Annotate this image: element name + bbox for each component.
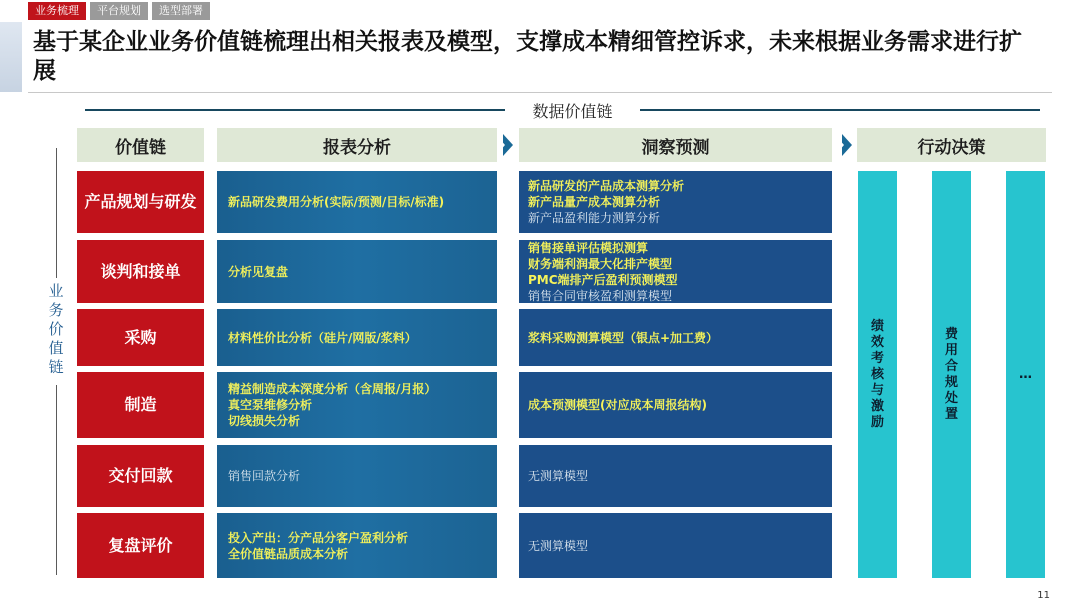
header-action-decision: 行动决策 <box>857 128 1046 162</box>
top-tabs <box>28 2 214 20</box>
row-negotiation <box>0 240 1080 303</box>
row-procurement <box>0 309 1080 366</box>
report-cell: 销售回款分析 <box>217 445 497 507</box>
chevron-right-icon <box>842 134 852 156</box>
header-insight-forecast: 洞察预测 <box>519 128 832 162</box>
report-cell: 精益制造成本深度分析（含周报/月报） 真空泵维修分析 切线损失分析 <box>217 372 497 438</box>
report-cell: 新品研发费用分析(实际/预测/目标/标准) <box>217 171 497 233</box>
report-cell: 分析见复盘 <box>217 240 497 303</box>
report-cell: 投入产出：分产品分客户盈利分析 全价值链品质成本分析 <box>217 513 497 578</box>
stage-label: 产品规划与研发 <box>77 171 204 233</box>
insight-cell: 浆料采购测算模型（银点+加工费） <box>519 309 832 366</box>
page-number: 11 <box>1037 590 1050 601</box>
title-accent-bar <box>0 22 22 92</box>
row-product-planning <box>0 171 1080 233</box>
page-title: 基于某企业业务价值链梳理出相关报表及模型，支撑成本精细管控诉求，未来根据业务需求进行扩展 <box>33 29 1022 84</box>
stage-label: 复盘评价 <box>77 513 204 578</box>
tab-platform-planning[interactable]: 平台规划 <box>90 2 148 20</box>
stage-label: 采购 <box>77 309 204 366</box>
stage-label: 制造 <box>77 372 204 438</box>
title-divider <box>28 92 1052 93</box>
insight-cell: 无测算模型 <box>519 513 832 578</box>
insight-cell: 新品研发的产品成本测算分析 新产品量产成本测算分析 新产品盈利能力测算分析 <box>519 171 832 233</box>
header-value-chain: 价值链 <box>77 128 204 162</box>
action-more: … <box>1006 171 1045 578</box>
header-report-analysis: 报表分析 <box>217 128 497 162</box>
row-manufacturing <box>0 372 1080 438</box>
tab-selection-deployment[interactable]: 选型部署 <box>152 2 210 20</box>
side-label: 业 务 价 值 链 <box>48 282 64 376</box>
stage-label: 交付回款 <box>77 445 204 507</box>
row-delivery-payment <box>0 445 1080 507</box>
section-line-left <box>85 109 505 111</box>
insight-cell: 销售接单评估模拟测算 财务端利润最大化排产模型 PMC端排产后盈利预测模型 销售合同审核盈利测算模型 <box>519 240 832 303</box>
section-label: 数据价值链 <box>532 102 613 121</box>
insight-cell: 无测算模型 <box>519 445 832 507</box>
insight-cell: 成本预测模型(对应成本周报结构) <box>519 372 832 438</box>
stage-label: 谈判和接单 <box>77 240 204 303</box>
section-line-right <box>640 109 1040 111</box>
chevron-right-icon <box>503 134 513 156</box>
row-review-evaluation <box>0 513 1080 578</box>
action-expense-compliance: 费 用 合 规 处 置 <box>932 171 971 578</box>
report-cell: 材料性价比分析（硅片/网版/浆料） <box>217 309 497 366</box>
tab-business-review[interactable]: 业务梳理 <box>28 2 86 20</box>
action-performance-incentive: 绩 效 考 核 与 激 励 <box>858 171 897 578</box>
